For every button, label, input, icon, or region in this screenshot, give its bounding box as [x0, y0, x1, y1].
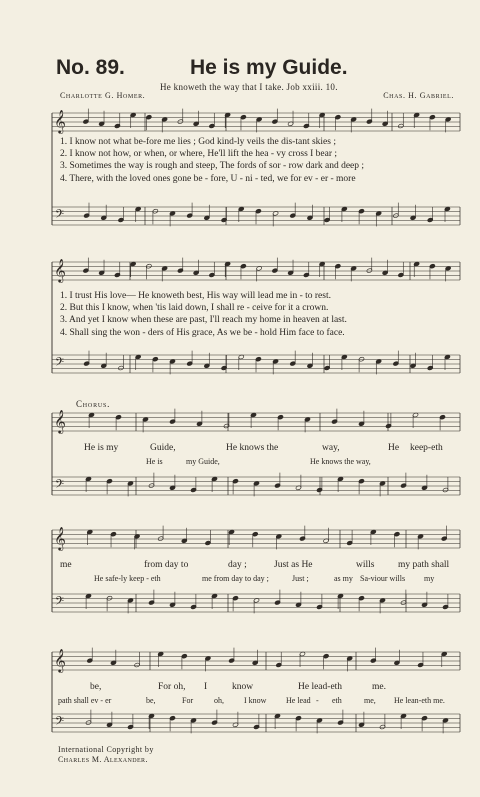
copyright-line: Charles M. Alexander. [58, 755, 148, 764]
lyricist-credit: Charlotte G. Homer. [60, 91, 146, 100]
verse-line: 1. I trust His love— He knoweth best, His way will lead me in - to rest. [60, 291, 331, 301]
chorus-lyric-lower: For [182, 696, 194, 705]
copyright-notice [58, 745, 154, 765]
chorus-lyric-lower: Just ; [292, 574, 309, 583]
chorus-lyric-lower: He lead [286, 696, 311, 705]
chorus-lyric: Guide, [150, 443, 176, 453]
treble-clef-icon: 𝄞 [54, 409, 66, 433]
bass-clef-icon: 𝄢 [55, 595, 65, 611]
chorus-lyric: keep-eth [410, 443, 443, 453]
bass-clef-icon: 𝄢 [55, 208, 65, 224]
chorus-lyric: day ; [228, 560, 247, 570]
verse-line: 3. Sometimes the way is rough and steep, The fords of sor - row dark and deep ; [60, 161, 365, 172]
treble-clef-icon: 𝄞 [54, 648, 66, 672]
chorus-lyric-lower: my [424, 574, 435, 583]
bass-clef-icon: 𝄢 [55, 715, 65, 731]
verse-line: 2. But this I know, when 'tis laid down, I shall re - ceive for it a crown. [60, 303, 329, 314]
verse-line: 4. Shall sing the won - ders of His grace, As we be - hold Him face to face. [60, 327, 345, 338]
chorus-lyric-lower: as my [334, 574, 353, 583]
chorus-lyric-lower: be, [146, 696, 156, 705]
verse-line: 2. I know not how, or when, or where, He'll lift the hea - vy cross I bear ; [60, 149, 338, 160]
chorus-lyric-lower: He lean-eth me. [394, 696, 445, 705]
chorus-lyric: He [388, 443, 400, 453]
chorus-lyric-lower: my Guide, [186, 457, 220, 466]
chorus-lyric-lower: I know [244, 696, 267, 705]
treble-clef-icon: 𝄞 [54, 109, 66, 133]
bass-clef-icon: 𝄢 [55, 478, 65, 494]
treble-clef-icon: 𝄞 [54, 526, 66, 550]
chorus-lyric: He lead-eth [298, 682, 343, 692]
chorus-lyric-lower: Sa-viour wills [360, 574, 406, 583]
chorus-lyric-lower: He is [146, 457, 163, 466]
scripture-epigraph: He knoweth the way that I take. Job xxiii. 10. [160, 82, 338, 92]
chorus-lyric: me [60, 560, 72, 570]
chorus-lyric-lower: He safe-ly keep - eth [94, 574, 161, 583]
chorus-lyric: me. [372, 682, 386, 692]
chorus-lyric: Just as He [274, 560, 313, 570]
chorus-lyric: For oh, [158, 682, 186, 692]
chorus-lyric-lower: - [316, 696, 319, 705]
verse-line: 4. There, with the loved ones gone be - fore, U - ni - ted, we for ev - er - more [60, 173, 356, 184]
chorus-lyric: He is my [84, 443, 119, 453]
chorus-lyric-lower: oh, [214, 696, 224, 705]
chorus-lyric: know [232, 682, 254, 692]
bass-clef-icon: 𝄢 [55, 356, 65, 372]
chorus-label: Chorus. [76, 399, 111, 409]
composer-credit: Chas. H. Gabriel. [383, 91, 454, 100]
chorus-lyric: He knows the [226, 443, 279, 453]
chorus-lyric-lower: He knows the way, [310, 457, 371, 466]
verse-block-1 [60, 136, 364, 185]
hymn-title: He is my Guide. [190, 56, 348, 79]
verse-line: 3. And yet I know when these are past, I'll reach my home in heaven at last. [60, 315, 347, 326]
chorus-lyric-lower: path shall ev - er [58, 696, 112, 705]
chorus-lyric-lower: me, [364, 696, 376, 705]
chorus-lyric: my path shall [398, 560, 450, 570]
chorus-lyric: way, [322, 443, 340, 453]
chorus-lyric: I [204, 682, 208, 692]
treble-clef-icon: 𝄞 [54, 258, 66, 282]
chorus-lyric: wills [356, 560, 375, 570]
verse-line: 1. I know not what be-fore me lies ; God kind-ly veils the dis-tant skies ; [60, 137, 336, 147]
verse-block-2 [60, 290, 347, 339]
chorus-lyric-lower: eth [332, 696, 342, 705]
chorus-lyric-lower: me from day to day ; [202, 574, 269, 583]
chorus-lyric: from day to [144, 560, 189, 570]
copyright-line: International Copyright by [58, 745, 154, 754]
chorus-lyric: be, [90, 682, 102, 692]
hymn-number: No. 89. [56, 56, 125, 79]
